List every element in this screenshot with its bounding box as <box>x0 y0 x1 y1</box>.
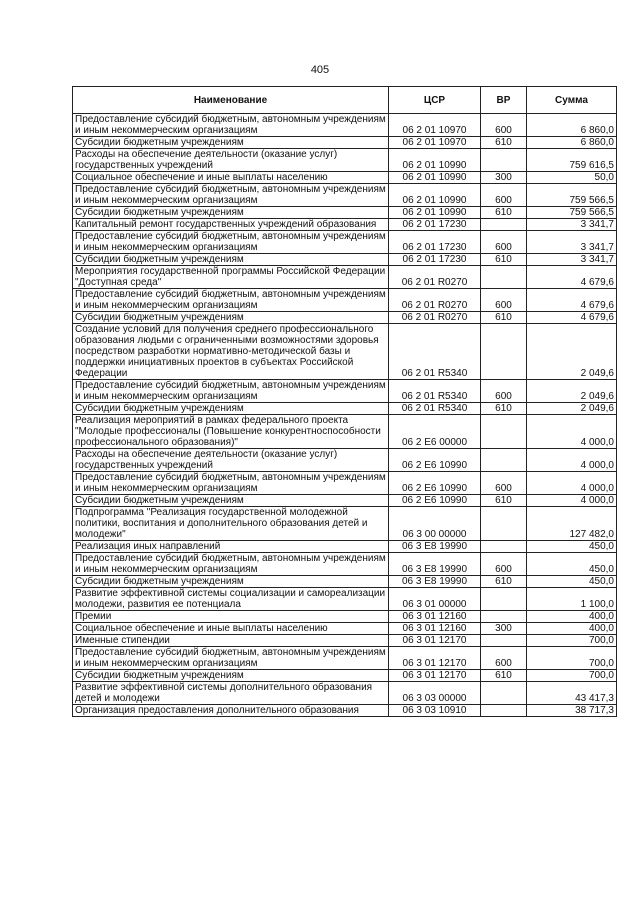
cell-csr: 06 2 01 R5340 <box>389 380 481 403</box>
cell-name: Субсидии бюджетным учреждениям <box>73 312 389 324</box>
table-row <box>73 415 617 449</box>
cell-name: Подпрограмма "Реализация государственной молодежной политики, воспитания и дополнительного образования детей и молодежи" <box>73 507 389 541</box>
cell-vr: 600 <box>481 114 527 137</box>
cell-sum: 700,0 <box>527 635 617 647</box>
cell-name: Субсидии бюджетным учреждениям <box>73 137 389 149</box>
table-row <box>73 149 617 172</box>
cell-name: Реализация иных направлений <box>73 541 389 553</box>
table-row <box>73 623 617 635</box>
cell-vr: 600 <box>481 231 527 254</box>
cell-name: Субсидии бюджетным учреждениям <box>73 576 389 588</box>
cell-vr: 600 <box>481 472 527 495</box>
cell-csr: 06 2 01 10990 <box>389 207 481 219</box>
cell-sum: 4 000,0 <box>527 415 617 449</box>
cell-vr <box>481 705 527 717</box>
cell-name: Субсидии бюджетным учреждениям <box>73 254 389 266</box>
cell-vr: 610 <box>481 137 527 149</box>
cell-sum: 759 566,5 <box>527 207 617 219</box>
table-row <box>73 266 617 289</box>
cell-vr <box>481 611 527 623</box>
cell-vr <box>481 682 527 705</box>
cell-name: Субсидии бюджетным учреждениям <box>73 670 389 682</box>
cell-name: Социальное обеспечение и иные выплаты населению <box>73 172 389 184</box>
table-row <box>73 231 617 254</box>
cell-name: Премии <box>73 611 389 623</box>
cell-csr: 06 3 01 12170 <box>389 635 481 647</box>
cell-name: Реализация мероприятий в рамках федерального проекта "Молодые профессионалы (Повышение конкурентноспособности профессионального образования)" <box>73 415 389 449</box>
cell-vr <box>481 449 527 472</box>
cell-name: Предоставление субсидий бюджетным, автономным учреждениям и иным некоммерческим организациям <box>73 553 389 576</box>
cell-csr: 06 3 01 12160 <box>389 611 481 623</box>
table-row <box>73 403 617 415</box>
cell-sum: 38 717,3 <box>527 705 617 717</box>
cell-sum: 6 860,0 <box>527 137 617 149</box>
cell-name: Развитие эффективной системы дополнительного образования детей и молодежи <box>73 682 389 705</box>
cell-csr: 06 2 01 10990 <box>389 172 481 184</box>
cell-csr: 06 3 03 00000 <box>389 682 481 705</box>
cell-vr: 610 <box>481 495 527 507</box>
cell-sum: 43 417,3 <box>527 682 617 705</box>
table-row <box>73 312 617 324</box>
cell-sum: 2 049,6 <box>527 324 617 380</box>
cell-csr: 06 2 01 R0270 <box>389 312 481 324</box>
cell-vr: 610 <box>481 576 527 588</box>
table-row <box>73 172 617 184</box>
cell-name: Предоставление субсидий бюджетным, автономным учреждениям и иным некоммерческим организациям <box>73 289 389 312</box>
table-row <box>73 137 617 149</box>
cell-csr: 06 2 E6 10990 <box>389 472 481 495</box>
cell-vr: 610 <box>481 312 527 324</box>
cell-csr: 06 2 E6 10990 <box>389 449 481 472</box>
cell-sum: 450,0 <box>527 576 617 588</box>
cell-vr: 600 <box>481 184 527 207</box>
cell-sum: 400,0 <box>527 623 617 635</box>
cell-sum: 4 000,0 <box>527 495 617 507</box>
cell-csr: 06 2 01 R0270 <box>389 266 481 289</box>
cell-vr: 610 <box>481 403 527 415</box>
table-row <box>73 324 617 380</box>
cell-sum: 759 566,5 <box>527 184 617 207</box>
cell-csr: 06 2 01 17230 <box>389 231 481 254</box>
cell-sum: 1 100,0 <box>527 588 617 611</box>
cell-csr: 06 2 01 10970 <box>389 114 481 137</box>
cell-sum: 3 341,7 <box>527 231 617 254</box>
cell-name: Расходы на обеспечение деятельности (оказание услуг) государственных учреждений <box>73 449 389 472</box>
cell-sum: 700,0 <box>527 670 617 682</box>
cell-sum: 450,0 <box>527 553 617 576</box>
cell-csr: 06 2 01 R5340 <box>389 403 481 415</box>
cell-sum: 4 679,6 <box>527 312 617 324</box>
cell-csr: 06 3 E8 19990 <box>389 541 481 553</box>
cell-vr <box>481 507 527 541</box>
cell-name: Именные стипендии <box>73 635 389 647</box>
cell-name: Предоставление субсидий бюджетным, автономным учреждениям и иным некоммерческим организациям <box>73 231 389 254</box>
cell-vr: 610 <box>481 670 527 682</box>
cell-vr: 600 <box>481 289 527 312</box>
cell-name: Субсидии бюджетным учреждениям <box>73 207 389 219</box>
cell-name: Предоставление субсидий бюджетным, автономным учреждениям и иным некоммерческим организациям <box>73 184 389 207</box>
cell-sum: 3 341,7 <box>527 254 617 266</box>
cell-csr: 06 3 03 10910 <box>389 705 481 717</box>
cell-csr: 06 3 01 12160 <box>389 623 481 635</box>
cell-vr <box>481 588 527 611</box>
cell-vr: 600 <box>481 647 527 670</box>
header-sum: Сумма <box>527 87 617 114</box>
cell-sum: 4 679,6 <box>527 266 617 289</box>
table-row <box>73 705 617 717</box>
cell-sum: 6 860,0 <box>527 114 617 137</box>
cell-csr: 06 2 01 R5340 <box>389 324 481 380</box>
cell-name: Расходы на обеспечение деятельности (оказание услуг) государственных учреждений <box>73 149 389 172</box>
cell-vr <box>481 541 527 553</box>
cell-vr <box>481 324 527 380</box>
table-row <box>73 541 617 553</box>
table-row <box>73 588 617 611</box>
table-row <box>73 254 617 266</box>
cell-sum: 400,0 <box>527 611 617 623</box>
cell-sum: 127 482,0 <box>527 507 617 541</box>
cell-name: Предоставление субсидий бюджетным, автономным учреждениям и иным некоммерческим организациям <box>73 647 389 670</box>
table-row <box>73 380 617 403</box>
table-row <box>73 207 617 219</box>
cell-csr: 06 3 E8 19990 <box>389 553 481 576</box>
cell-vr: 300 <box>481 623 527 635</box>
table-row <box>73 611 617 623</box>
cell-csr: 06 2 E6 00000 <box>389 415 481 449</box>
cell-name: Развитие эффективной системы социализации и самореализации молодежи, развития ее потенциала <box>73 588 389 611</box>
cell-vr <box>481 219 527 231</box>
cell-sum: 759 616,5 <box>527 149 617 172</box>
cell-vr: 610 <box>481 207 527 219</box>
cell-vr: 600 <box>481 553 527 576</box>
cell-vr <box>481 415 527 449</box>
table-row <box>73 449 617 472</box>
cell-sum: 4 679,6 <box>527 289 617 312</box>
cell-name: Капитальный ремонт государственных учреждений образования <box>73 219 389 231</box>
cell-vr: 600 <box>481 380 527 403</box>
cell-name: Предоставление субсидий бюджетным, автономным учреждениям и иным некоммерческим организациям <box>73 472 389 495</box>
cell-sum: 3 341,7 <box>527 219 617 231</box>
cell-name: Субсидии бюджетным учреждениям <box>73 403 389 415</box>
cell-sum: 50,0 <box>527 172 617 184</box>
cell-csr: 06 2 01 10970 <box>389 137 481 149</box>
cell-vr: 610 <box>481 254 527 266</box>
table-row <box>73 114 617 137</box>
table-row <box>73 507 617 541</box>
cell-vr <box>481 635 527 647</box>
cell-vr: 300 <box>481 172 527 184</box>
cell-csr: 06 3 00 00000 <box>389 507 481 541</box>
table-row <box>73 553 617 576</box>
cell-csr: 06 2 01 17230 <box>389 254 481 266</box>
cell-csr: 06 3 01 12170 <box>389 670 481 682</box>
table-row <box>73 576 617 588</box>
page-number: 405 <box>310 64 330 76</box>
table-header-row <box>73 87 617 114</box>
cell-vr <box>481 149 527 172</box>
cell-sum: 700,0 <box>527 647 617 670</box>
cell-sum: 2 049,6 <box>527 380 617 403</box>
header-name: Наименование <box>73 87 389 114</box>
budget-table <box>72 86 617 717</box>
table-row <box>73 219 617 231</box>
table-row <box>73 635 617 647</box>
header-vr: ВР <box>481 87 527 114</box>
cell-name: Субсидии бюджетным учреждениям <box>73 495 389 507</box>
table-row <box>73 184 617 207</box>
cell-sum: 4 000,0 <box>527 472 617 495</box>
table-row <box>73 472 617 495</box>
cell-sum: 450,0 <box>527 541 617 553</box>
cell-name: Организация предоставления дополнительного образования <box>73 705 389 717</box>
cell-vr <box>481 266 527 289</box>
cell-csr: 06 2 01 17230 <box>389 219 481 231</box>
table-row <box>73 289 617 312</box>
table-row <box>73 682 617 705</box>
cell-sum: 4 000,0 <box>527 449 617 472</box>
cell-csr: 06 2 01 10990 <box>389 184 481 207</box>
cell-name: Мероприятия государственной программы Российской Федерации "Доступная среда" <box>73 266 389 289</box>
cell-csr: 06 2 E6 10990 <box>389 495 481 507</box>
cell-csr: 06 3 01 00000 <box>389 588 481 611</box>
header-csr: ЦСР <box>389 87 481 114</box>
cell-name: Социальное обеспечение и иные выплаты населению <box>73 623 389 635</box>
cell-csr: 06 3 E8 19990 <box>389 576 481 588</box>
cell-name: Предоставление субсидий бюджетным, автономным учреждениям и иным некоммерческим организациям <box>73 114 389 137</box>
cell-csr: 06 2 01 10990 <box>389 149 481 172</box>
cell-csr: 06 2 01 R0270 <box>389 289 481 312</box>
table-row <box>73 495 617 507</box>
cell-name: Предоставление субсидий бюджетным, автономным учреждениям и иным некоммерческим организациям <box>73 380 389 403</box>
table-row <box>73 670 617 682</box>
table-row <box>73 647 617 670</box>
cell-sum: 2 049,6 <box>527 403 617 415</box>
cell-csr: 06 3 01 12170 <box>389 647 481 670</box>
cell-name: Создание условий для получения среднего профессионального образования людьми с ограниченными возможностями здоровья посредством разработки нормативно-методической базы и поддержки инициативных проектов в субъектах Российской Федерации <box>73 324 389 380</box>
